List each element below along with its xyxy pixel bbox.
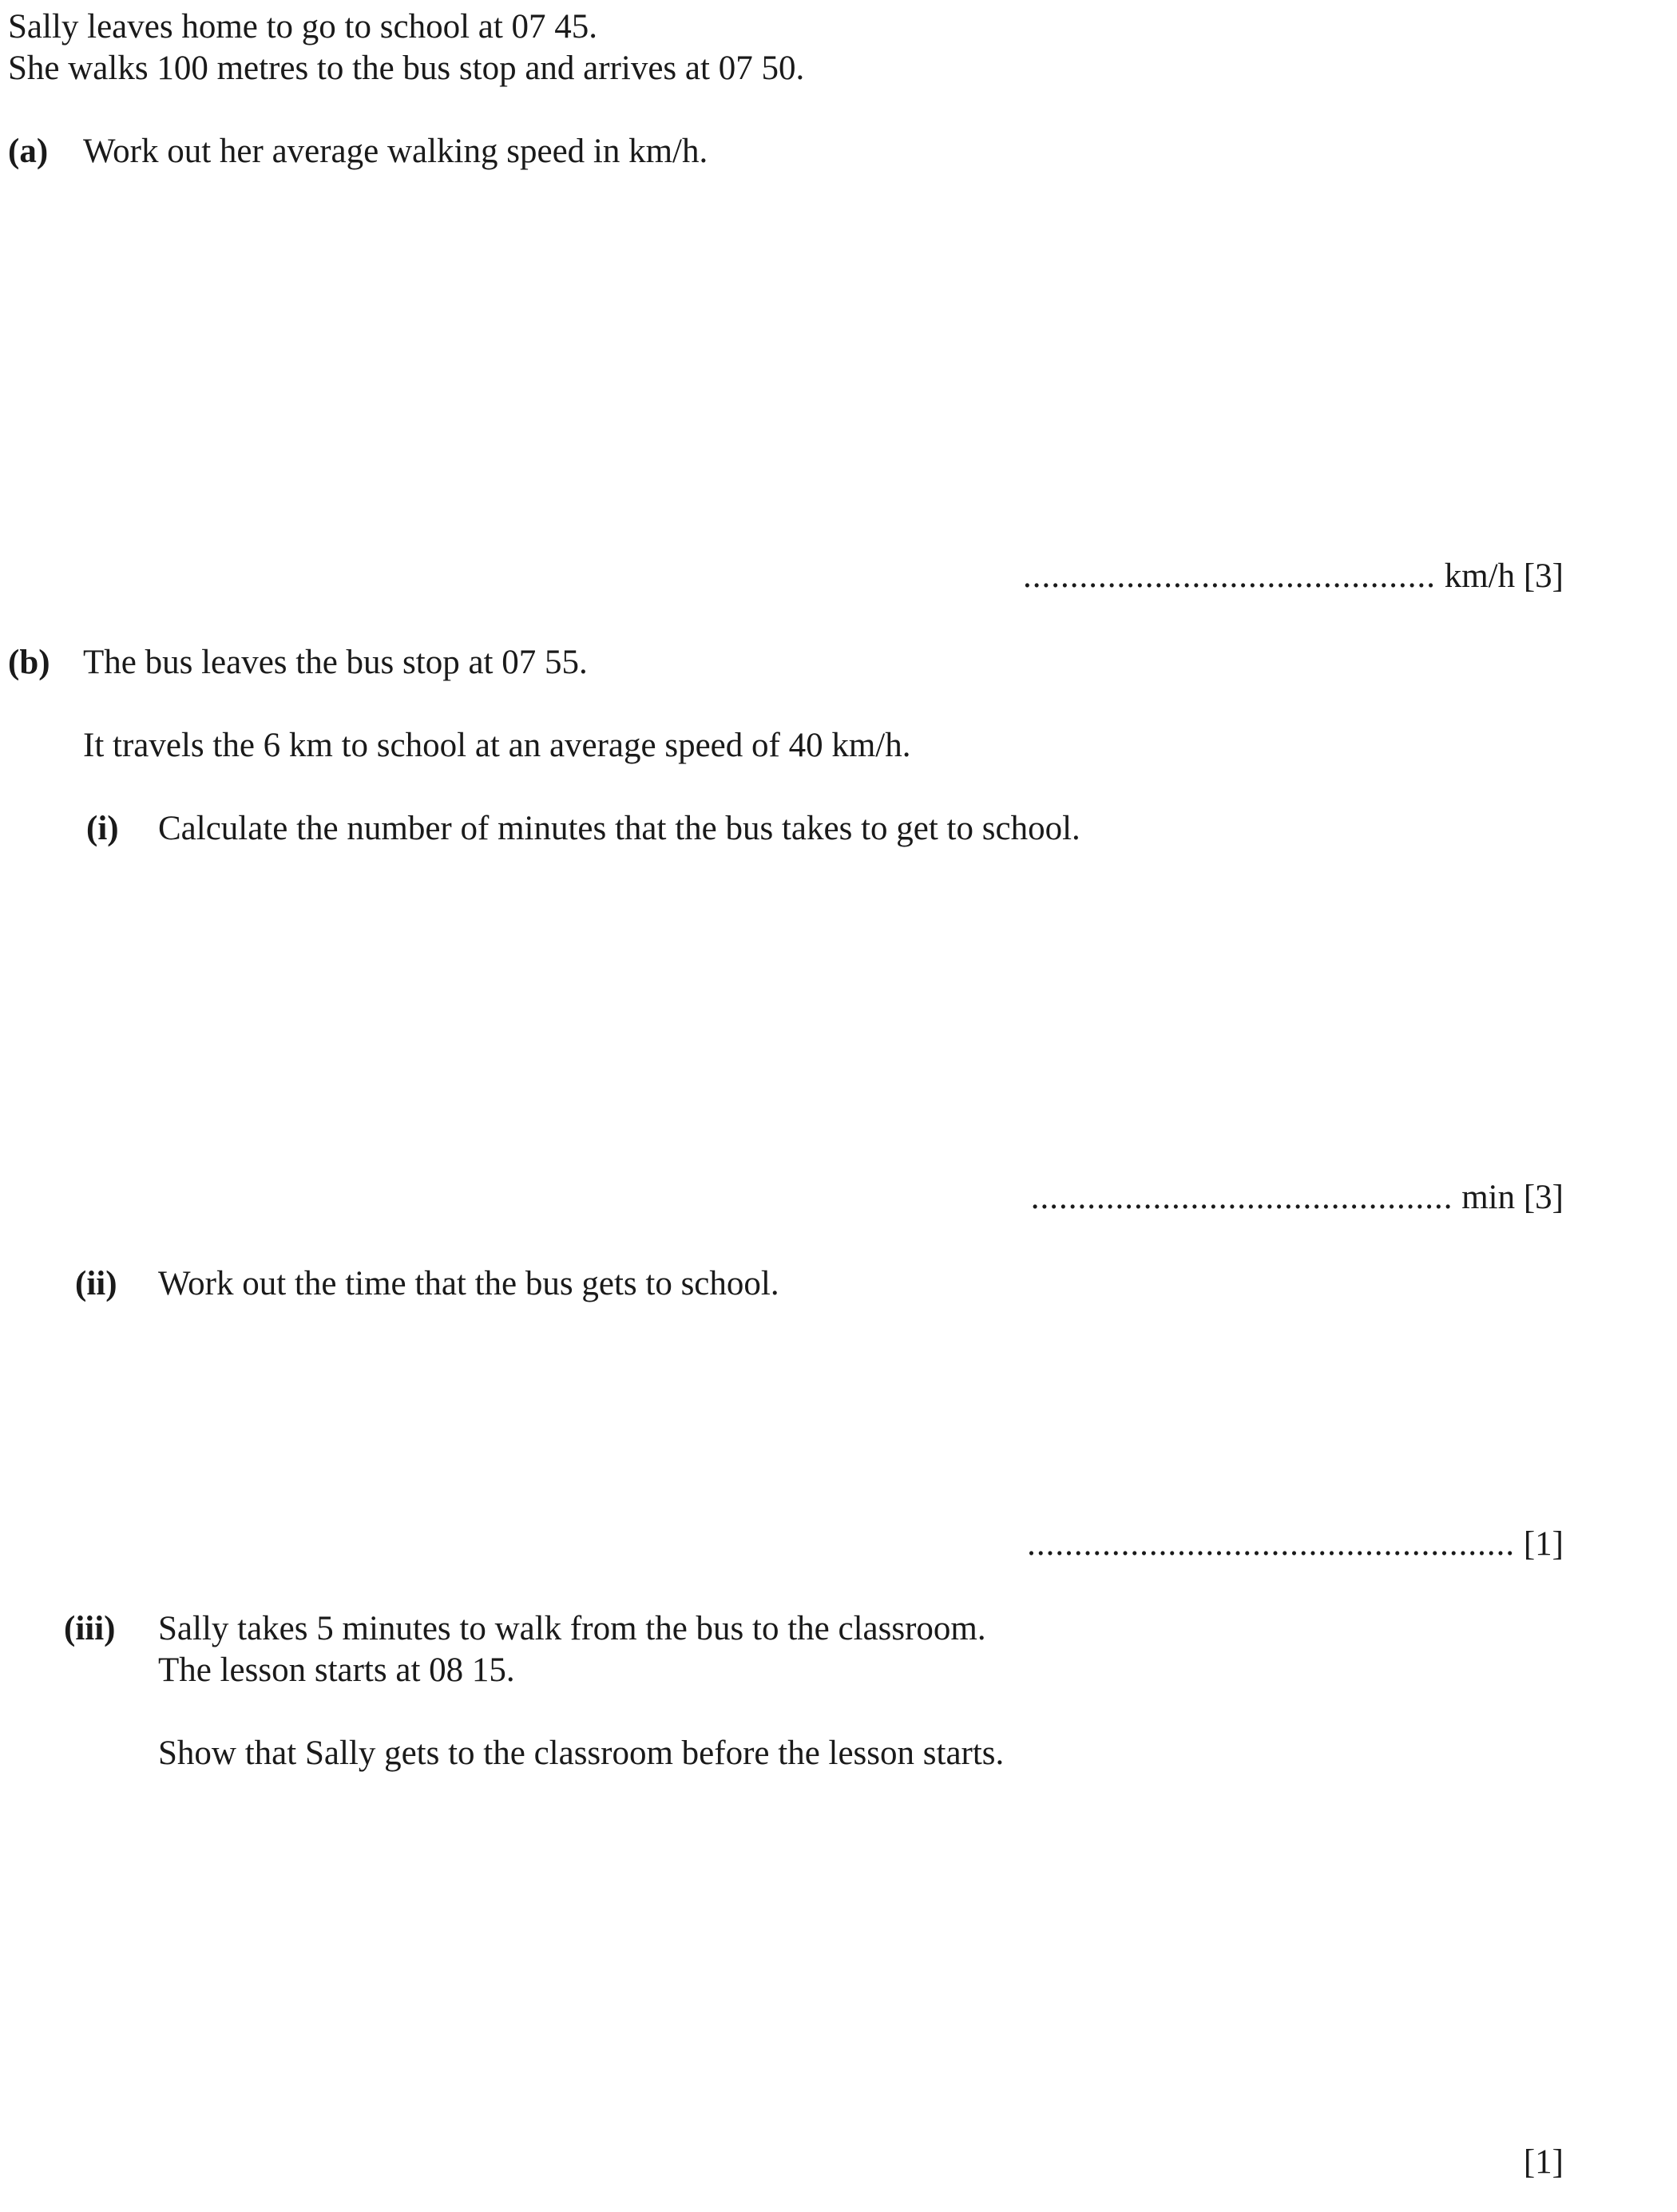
intro-line-2: She walks 100 metres to the bus stop and arrives at 07 50. (8, 50, 805, 87)
part-b-ii-answer-suffix: [1] (1523, 1525, 1564, 1563)
intro-line-1: Sally leaves home to go to school at 07 45. (8, 8, 598, 46)
part-a-question: Work out her average walking speed in km/h. (83, 133, 708, 170)
part-b-i-answer-dots: ............................................. (1030, 1179, 1453, 1216)
part-b-ii-label: (ii) (75, 1265, 117, 1302)
part-b-iii-line-2: The lesson starts at 08 15. (158, 1651, 515, 1689)
part-b-i-label: (i) (86, 810, 119, 847)
part-b-i-answer-line[interactable] (1031, 1180, 1564, 1215)
part-b-iii-line-3: Show that Sally gets to the classroom before the lesson starts. (158, 1734, 1005, 1772)
part-b-label: (b) (8, 644, 50, 681)
part-b-ii-answer-dots: .................................................... (1027, 1525, 1516, 1563)
part-b-ii-answer-line[interactable] (1027, 1527, 1564, 1561)
part-a-label: (a) (8, 133, 49, 170)
part-b-line-2: It travels the 6 km to school at an average speed of 40 km/h. (83, 727, 911, 764)
part-b-i-question: Calculate the number of minutes that the bus takes to get to school. (158, 810, 1080, 847)
part-b-i-answer-suffix: min [3] (1461, 1179, 1564, 1216)
part-b-iii-marks: [1] (1523, 2143, 1564, 2181)
part-a-answer-dots: ............................................ (1022, 557, 1436, 595)
part-b-line-1: The bus leaves the bus stop at 07 55. (83, 644, 588, 681)
part-b-ii-question: Work out the time that the bus gets to school. (158, 1265, 779, 1302)
part-a-answer-line[interactable] (1023, 559, 1564, 593)
part-b-iii-label: (iii) (64, 1610, 116, 1647)
part-a-answer-suffix: km/h [3] (1444, 557, 1564, 595)
part-b-iii-line-1: Sally takes 5 minutes to walk from the bus to the classroom. (158, 1610, 986, 1647)
